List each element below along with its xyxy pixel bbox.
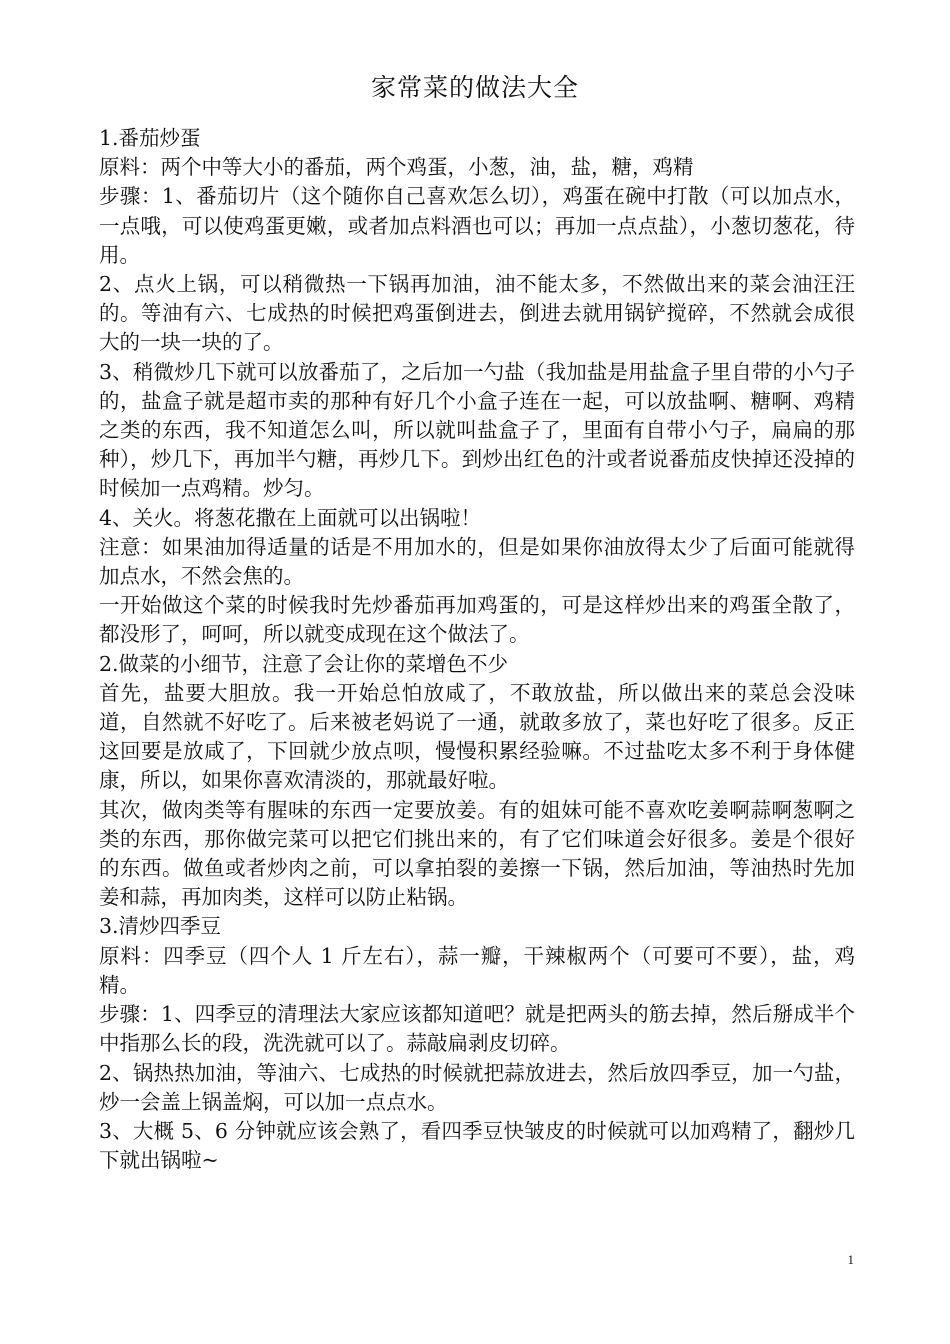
section-heading-tomato-eggs: 1.番茄炒蛋 — [99, 126, 201, 150]
page-number: 1 — [847, 1252, 854, 1267]
step-3-tomato-eggs: 3、稍微炒几下就可以放番茄了，之后加一勺盐（我加盐是用盐盒子里自带的小勺子的，盐盒子就是超市卖的那种有好几个小盒子连在一起，可以放盐啊、糖啊、鸡精之类的东西，我不知道怎么叫，所以就叫盐盒子了，里面有自带小勺子，扁扁的那种），炒几下，再加半勺糖，再炒几下。到炒出红色的汁或者说番茄皮快掉还没掉的时候加一点鸡精。炒匀。 — [99, 359, 855, 501]
section-heading-green-beans: 3.清炒四季豆 — [99, 914, 222, 939]
step-2-tomato-eggs: 2、点火上锅，可以稍微热一下锅再加油，油不能太多，不然做出来的菜会油汪汪的。等油有六、七成热的时候把鸡蛋倒进去，倒进去就用锅铲搅碎，不然就会成很大的一块一块的了。 — [99, 272, 855, 355]
remark-tomato-eggs: 一开始做这个菜的时候我时先炒番茄再加鸡蛋的，可是这样炒出来的鸡蛋全散了，都没形了，呵呵，所以就变成现在这个做法了。 — [99, 593, 855, 647]
step-3-green-beans: 3、大概 5、6 分钟就应该会熟了，看四季豆快皱皮的时候就可以加鸡精了，翻炒几下就出锅啦~ — [99, 1118, 855, 1173]
ingredients-tomato-eggs: 原料：两个中等大小的番茄，两个鸡蛋，小葱，油，盐，糖，鸡精 — [99, 155, 694, 180]
step-1-tomato-eggs: 步骤：1、番茄切片（这个随你自己喜欢怎么切），鸡蛋在碗中打散（可以加点水，一点哦，可以使鸡蛋更嫩，或者加点料酒也可以；再加一点点盐），小葱切葱花，待用。 — [99, 184, 855, 267]
section-heading-cooking-tips: 2.做菜的小细节，注意了会让你的菜增色不少 — [99, 651, 509, 676]
page-title: 家常菜的做法大全 — [370, 73, 579, 102]
step-2-green-beans: 2、锅热热加油，等油六、七成热的时候就把蒜放进去，然后放四季豆，加一勺盐，炒一会盖上锅盖焖，可以加一点点水。 — [99, 1060, 855, 1114]
tip-salt: 首先，盐要大胆放。我一开始总怕放咸了，不敢放盐，所以做出来的菜总会没味道，自然就不好吃了。后来被老妈说了一通，就敢多放了，菜也好吃了很多。反正这回要是放咸了，下回就少放点呗，慢慢积累经验嘛。不过盐吃太多不利于身体健康，所以，如果你喜欢清淡的，那就最好啦。 — [99, 680, 855, 793]
tip-ginger: 其次，做肉类等有腥味的东西一定要放姜。有的姐妹可能不喜欢吃姜啊蒜啊葱啊之类的东西，那你做完菜可以把它们挑出来的，有了它们味道会好很多。姜是个很好的东西。做鱼或者炒肉之前，可以拿拍裂的姜擦一下锅，然后加油，等油热时先加姜和蒜，再加肉类，这样可以防止粘锅。 — [99, 797, 855, 910]
note-tomato-eggs: 注意：如果油加得适量的话是不用加水的，但是如果你油放得太少了后面可能就得加点水，不然会焦的。 — [99, 534, 855, 589]
step-4-tomato-eggs: 4、关火。将葱花撒在上面就可以出锅啦！ — [99, 505, 482, 530]
document-body — [99, 124, 855, 1175]
step-1-green-beans: 步骤：1、四季豆的清理法大家应该都知道吧？就是把两头的筋去掉，然后掰成半个中指那么长的段，洗洗就可以了。蒜敲扁剥皮切碎。 — [99, 1002, 855, 1056]
ingredients-green-beans: 原料：四季豆（四个人 1 斤左右），蒜一瓣，干辣椒两个（可要可不要），盐，鸡精。 — [99, 943, 855, 997]
